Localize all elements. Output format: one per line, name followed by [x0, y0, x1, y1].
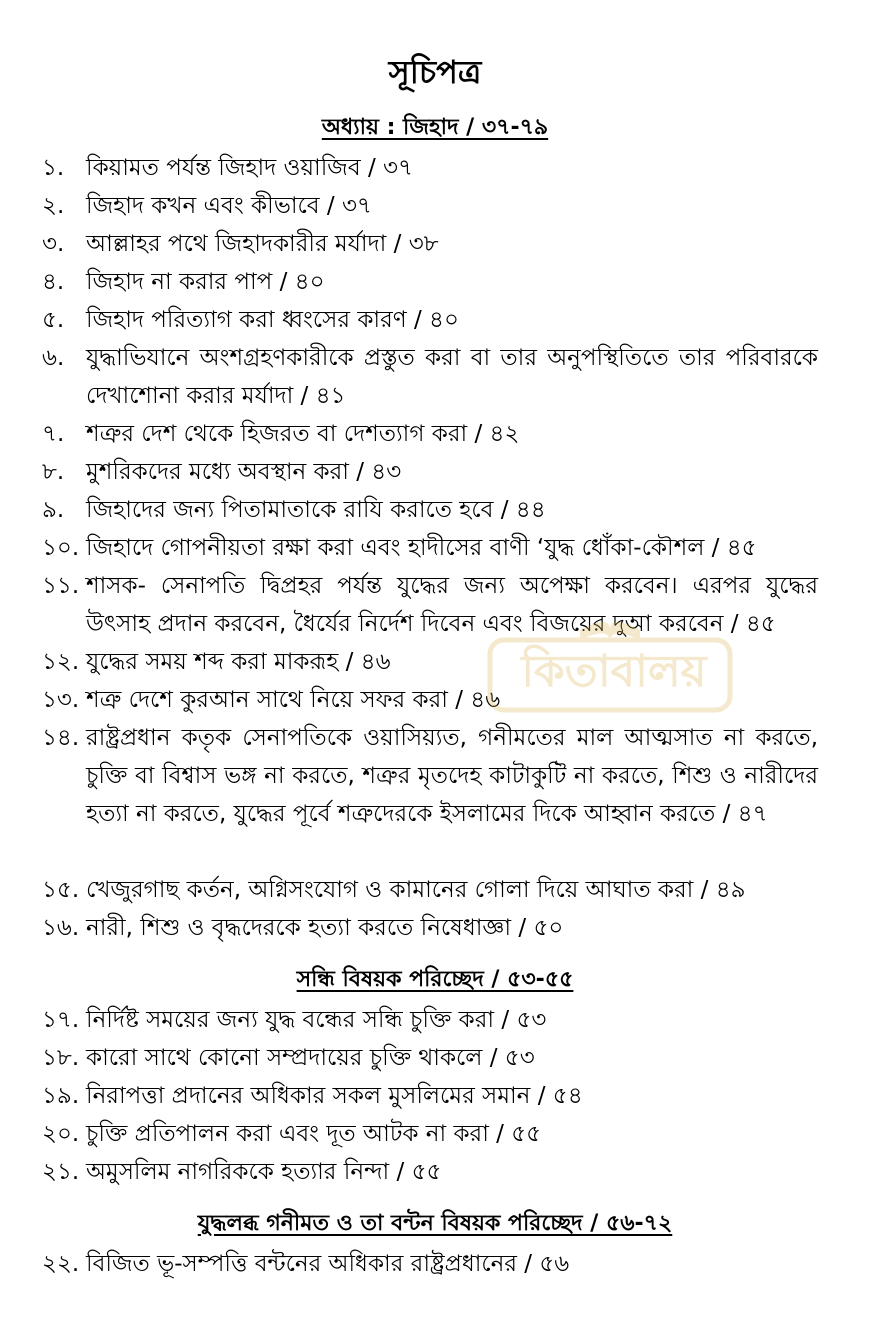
entry-text: নারী, শিশু ও বৃদ্ধদেরকে হত্যা করতে নিষেধাজ্ঞা / ৫০ — [86, 915, 564, 941]
entry-number: ২০. — [42, 1121, 80, 1147]
toc-entry-12 — [42, 643, 818, 681]
entry-number: ১৪. — [42, 725, 80, 751]
toc-entry-21 — [42, 1153, 818, 1191]
entry-number: ৫. — [42, 307, 65, 333]
entry-text: শাসক- সেনাপতি দ্বিপ্রহর পর্যন্ত যুদ্ধের জন্য অপেক্ষা করবেন। এরপর যুদ্ধের উৎসাহ প্রদান করবেন, ধৈর্যের নির্দেশ দিবেন এবং বিজয়ের দুআ করবেন / ৪৫ — [86, 573, 818, 637]
toc-entry-13 — [42, 681, 818, 719]
entry-number: ৪. — [42, 269, 65, 295]
entry-text: রাষ্ট্রপ্রধান কতৃক সেনাপতিকে ওয়াসিয়্যত, গনীমতের মাল আত্মসাত না করতে, চুক্তি বা বিশ্বাস ভঙ্গ না করতে, শত্রুর মৃতদেহ কাটাকুটি না করতে, শিশু ও নারীদের হত্যা না করতে, যুদ্ধের পূর্বে শত্রুদেরকে ইসলামের দিকে আহ্বান করতে / ৪৭ — [86, 725, 818, 827]
toc-entry-7 — [42, 415, 818, 453]
entry-number: ৯. — [42, 497, 65, 523]
entry-text: কিয়ামত পর্যন্ত জিহাদ ওয়াজিব / ৩৭ — [86, 155, 413, 181]
entry-text: বিজিত ভূ-সম্পত্তি বন্টনের অধিকার রাষ্ট্রপ্রধানের / ৫৬ — [86, 1251, 570, 1277]
toc-entry-11 — [42, 567, 818, 643]
entry-number: ১৮. — [42, 1045, 80, 1071]
toc-entry-19 — [42, 1077, 818, 1115]
entry-text: জিহাদ কখন এবং কীভাবে / ৩৭ — [86, 193, 372, 219]
entry-text: যুদ্ধাভিযানে অংশগ্রহণকারীকে প্রস্তুত করা বা তার অনুপস্থিতিতে তার পরিবারকে দেখাশোনা করার মর্যাদা / ৪১ — [86, 345, 818, 409]
toc-entry-4 — [42, 263, 818, 301]
entry-text: জিহাদে গোপনীয়তা রক্ষা করা এবং হাদীসের বাণী ‘যুদ্ধ ধোঁকা-কৌশল / ৪৫ — [86, 535, 757, 561]
page-title: সূচিপত্র — [388, 53, 482, 91]
entry-number: ১৫. — [42, 877, 80, 903]
entry-text: শত্রু দেশে কুরআন সাথে নিয়ে সফর করা / ৪৬ — [86, 687, 501, 713]
entry-text: নির্দিষ্ট সময়ের জন্য যুদ্ধ বন্ধের সন্ধি চুক্তি করা / ৫৩ — [86, 1007, 547, 1033]
entry-number: ৮. — [42, 459, 65, 485]
entry-number: ১৯. — [42, 1083, 80, 1109]
entry-text: খেজুরগাছ কর্তন, অগ্নিসংযোগ ও কামানের গোলা দিয়ে আঘাত করা / ৪৯ — [86, 877, 746, 903]
toc-entry-5 — [42, 301, 818, 339]
entry-number: ১০. — [42, 535, 80, 561]
entry-text: জিহাদের জন্য পিতামাতাকে রাযি করাতে হবে / ৪৪ — [86, 497, 546, 523]
entry-text: আল্লাহর পথে জিহাদকারীর মর্যাদা / ৩৮ — [86, 231, 439, 257]
section-heading-text: সন্ধি বিষয়ক পরিচ্ছেদ / ৫৩-৫৫ — [296, 967, 574, 992]
watermark-text: কিতাবালয় — [521, 646, 707, 697]
toc-entry-3 — [42, 225, 818, 263]
toc-entry-14 — [42, 719, 818, 833]
entry-text: যুদ্ধের সময় শব্দ করা মাকরূহ / ৪৬ — [86, 649, 391, 675]
section-heading-spoils — [0, 1209, 870, 1239]
entry-text: জিহাদ না করার পাপ / ৪০ — [86, 269, 325, 295]
toc-entry-2 — [42, 187, 818, 225]
entry-number: ১৬. — [42, 915, 80, 941]
section-heading-text: অধ্যায় : জিহাদ / ৩৭-৭৯ — [321, 115, 549, 140]
entry-number: ১৭. — [42, 1007, 80, 1033]
entry-number: ১৩. — [42, 687, 80, 713]
entry-text: মুশরিকদের মধ্যে অবস্থান করা / ৪৩ — [86, 459, 402, 485]
toc-entry-17 — [42, 1001, 818, 1039]
entry-number: ২১. — [42, 1159, 80, 1185]
toc-entry-22 — [42, 1245, 818, 1283]
entry-text: চুক্তি প্রতিপালন করা এবং দূত আটক না করা / ৫৫ — [86, 1121, 542, 1147]
toc-entry-16 — [42, 909, 818, 947]
entry-number: ১১. — [42, 573, 80, 599]
toc-entry-18 — [42, 1039, 818, 1077]
toc-entry-15 — [42, 871, 818, 909]
entry-number: ২. — [42, 193, 65, 219]
entry-text: কারো সাথে কোনো সম্প্রদায়ের চুক্তি থাকলে / ৫৩ — [86, 1045, 535, 1071]
toc-entry-8 — [42, 453, 818, 491]
entry-number: ৩. — [42, 231, 65, 257]
section-heading-jihad — [0, 113, 870, 143]
entry-number: ৬. — [42, 345, 65, 371]
toc-entry-20 — [42, 1115, 818, 1153]
entry-number: ৭. — [42, 421, 65, 447]
entry-number: ২২. — [42, 1251, 80, 1277]
entry-number: ১. — [42, 155, 65, 181]
toc-entry-1 — [42, 149, 818, 187]
entry-text: শত্রুর দেশ থেকে হিজরত বা দেশত্যাগ করা / ৪২ — [86, 421, 520, 447]
toc-entry-9 — [42, 491, 818, 529]
entry-number: ১২. — [42, 649, 80, 675]
entry-text: অমুসলিম নাগরিককে হত্যার নিন্দা / ৫৫ — [86, 1159, 442, 1185]
toc-entry-6 — [42, 339, 818, 415]
section-heading-treaty — [0, 965, 870, 995]
section-heading-text: যুদ্ধলব্ধ গনীমত ও তা বন্টন বিষয়ক পরিচ্ছেদ / ৫৬-৭২ — [197, 1211, 673, 1236]
entry-text: জিহাদ পরিত্যাগ করা ধ্বংসের কারণ / ৪০ — [86, 307, 459, 333]
entry-text: নিরাপত্তা প্রদানের অধিকার সকল মুসলিমের সমান / ৫৪ — [86, 1083, 583, 1109]
toc-entry-10 — [42, 529, 818, 567]
